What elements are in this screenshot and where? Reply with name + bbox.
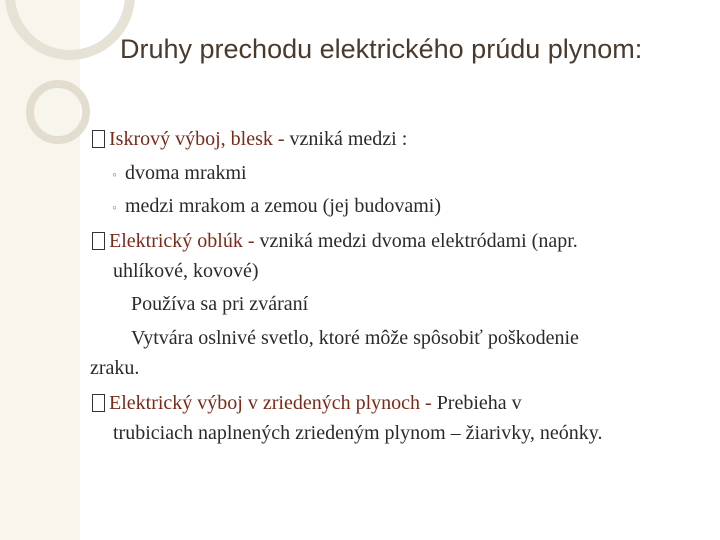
paragraph-svetlo: Vytvára oslnivé svetlo, ktoré môže spôsobiť poškodenie <box>131 327 579 349</box>
paragraph-zraku: zraku. <box>90 357 140 379</box>
bullet-zriedene-plyny <box>92 390 522 416</box>
sub-item-mraky <box>112 160 247 189</box>
bullet-iskrovy-vyboj <box>92 126 407 152</box>
bullet-text: vzniká medzi : <box>284 128 408 150</box>
bullet-elektricky-oblúk <box>92 228 578 254</box>
sub-bullet-icon: ◦ <box>112 201 117 216</box>
sub-bullet-icon: ◦ <box>112 168 117 183</box>
decor-circles <box>0 0 140 180</box>
bullet-continuation: trubiciach naplnených zriedeným plynom – žiarivky, neónky. <box>113 422 603 444</box>
bullet-continuation: uhlíkové, kovové) <box>113 260 259 282</box>
sub-item-zem <box>112 193 441 222</box>
bullet-text: Prebieha v <box>431 392 522 414</box>
paragraph-zvaranie: Používa sa pri zváraní <box>131 293 309 315</box>
bullet-box-icon <box>92 232 105 250</box>
sub-item-text: dvoma mrakmi <box>124 162 247 184</box>
bullet-box-icon <box>92 130 105 148</box>
bullet-heading: Iskrový výboj, blesk - <box>109 128 285 150</box>
bullet-box-icon <box>92 394 105 412</box>
bullet-text: vzniká medzi dvoma elektródami (napr. <box>254 230 578 252</box>
sub-item-text: medzi mrakom a zemou (jej budovami) <box>124 195 441 217</box>
bullet-heading: Elektrický výboj v zriedených plynoch - <box>109 392 432 414</box>
slide-title: Druhy prechodu elektrického prúdu plynom: <box>120 34 643 64</box>
bullet-heading: Elektrický oblúk - <box>109 230 255 252</box>
